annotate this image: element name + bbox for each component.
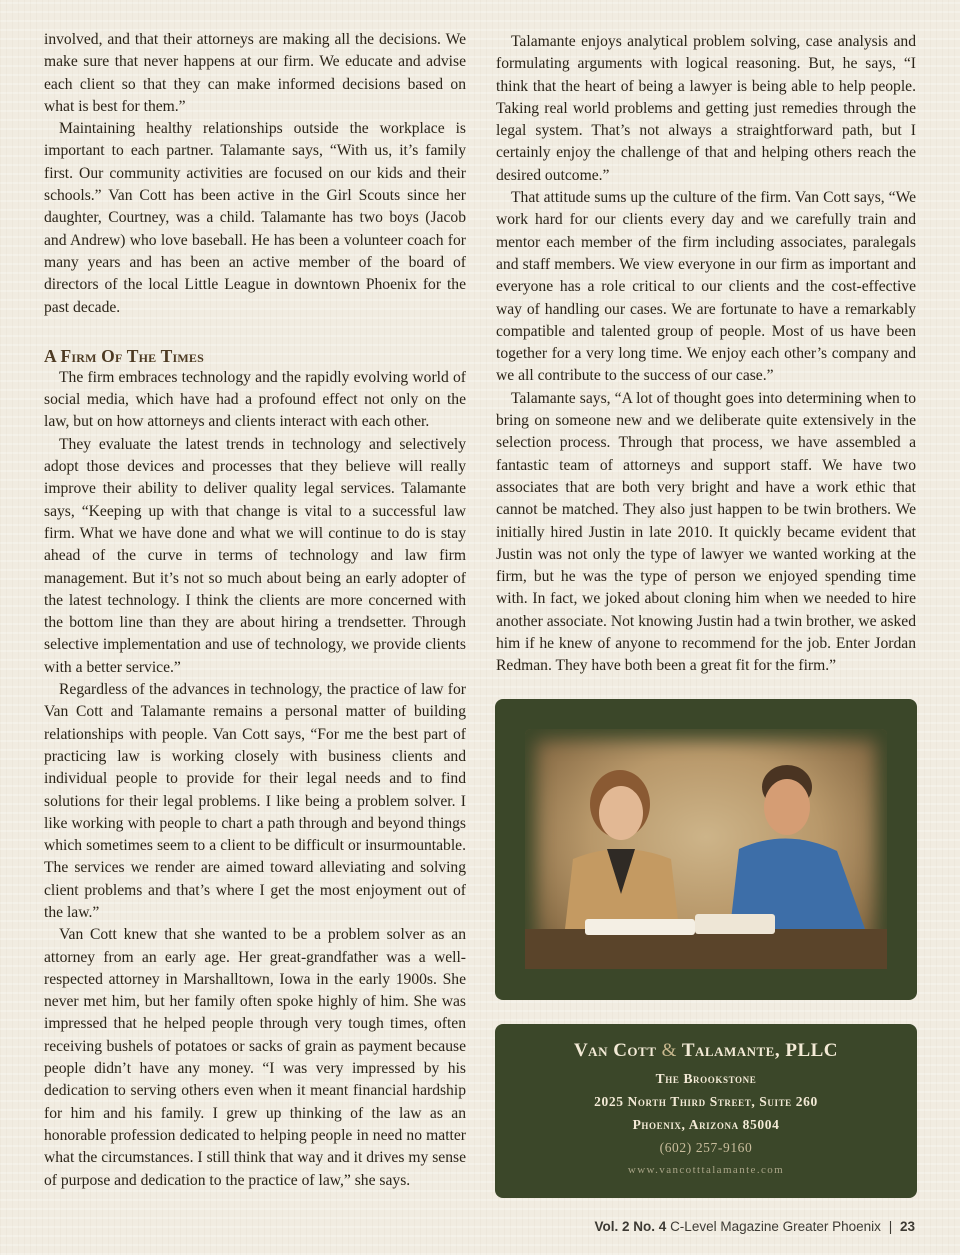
footer-separator: | xyxy=(888,1219,893,1234)
magazine-name: C-Level Magazine Greater Phoenix xyxy=(670,1219,881,1234)
page-number: 23 xyxy=(899,1219,915,1234)
page-footer xyxy=(595,1219,915,1234)
man-face xyxy=(764,779,810,835)
paragraph: Talamante enjoys analytical problem solving, case analysis and formulating arguments with logical reasoning. But, he says, “I think that the heart of being a lawyer is being able to help people. Taking real world problems and getting just remedies through the legal system. That’s not always a straightforward path, but I certainly enjoy the challenge of that and helping others reach the desired outcome.” xyxy=(496,33,916,184)
book xyxy=(585,919,695,935)
phone-number: (602) 257-9160 xyxy=(659,1140,753,1155)
website-link[interactable]: www.vancotttalamante.com xyxy=(627,1164,785,1176)
paragraph: Van Cott knew that she wanted to be a problem solver as an attorney from an early age. Her great-grandfather was a well-respected attorney in Marshalltown, Iowa in the early 1900s. She never met him, but her family often spoke highly of him. She was impressed that he helped people through very tough times, often receiving bushels of potatoes or sacks of grain as payment because people didn’t have any money. “I was very impressed by his dedication to serving others even when it meant financial hardship for him and his family. I grew up thinking of the law as an honorable profession dedicated to helping people in need no matter what the circumstances. I still think that way and it drives my sense of purpose and dedication to the practice of law,” she says. xyxy=(44,926,466,1189)
firm-contact-box xyxy=(495,1024,917,1198)
firm-name xyxy=(495,1040,917,1062)
partners-photo xyxy=(495,699,917,1000)
photo-illustration xyxy=(525,729,887,969)
ampersand: & xyxy=(661,1040,677,1061)
address-line: 2025 North Third Street, Suite 260 xyxy=(594,1094,818,1109)
woman-face xyxy=(599,786,643,840)
paragraph: Regardless of the advances in technology, the practice of law for Van Cott and Talamante remains a personal matter of building relationships with people. Van Cott says, “For me the best part of practicing law is working closely with business clients and individual people to provide for their legal needs and to find solutions for their legal problems. I like being a problem solver. I like working with people to chart a path through and beyond things which sometimes seem to a client to be difficult or insurmountable. The services we render are aimed toward alleviating and solving client problems and that’s where I get the most enjoyment out of the law.” xyxy=(44,681,466,921)
book xyxy=(695,914,775,934)
paragraph: They evaluate the latest trends in technology and selectively adopt those devices and processes that they believe will really improve their ability to deliver quality legal services. Talamante says, “Keeping up with that change is vital to a successful law firm. What we have done and what we will continue to do is stay ahead of the curve in terms of technology and law firm management. But it’s not so much about being an early adopter of the latest technology. I think the clients are more concerned with the bottom line than they are about hiring a trendsetter. Through selective implementation and use of technology, we provide clients with a better service.” xyxy=(44,435,466,676)
left-column xyxy=(44,29,466,1192)
right-column xyxy=(496,31,916,678)
paragraph: Talamante says, “A lot of thought goes into determining when to bring on someone new and we deliberate quite extensively in the selection process. Through that process, we have assembled a fantastic team of attorneys and support staff. We have two associates that are both very bright and have a work ethic that cannot be matched. They also just happen to be twin brothers. We initially hired Justin in late 2010. It quickly became evident that Justin was not only the type of lawyer we wanted working at the firm, but he was the type of person we enjoyed spending time with. In fact, we joked about cloning him when we needed to hire another associate. Not knowing Justin had a twin brother, we asked him if he knew of anyone to recommend for the job. Enter Jordan Redman. They have both been a great fit for the firm.” xyxy=(496,389,916,675)
photo-image xyxy=(525,729,887,969)
paragraph: involved, and that their attorneys are making all the decisions. We make sure that never happens at our firm. We educate and advise each client so that they can make informed decisions based on what is best for them.” xyxy=(44,31,466,115)
firm-name-part: Van Cott xyxy=(573,1040,657,1061)
paragraph: That attitude sums up the culture of the firm. Van Cott says, “We work hard for our clients every day and we carefully train and mentor each member of the firm including associates, paralegals and staff members. We view everyone in our firm as important and everyone has a role critical to our clients and the cost-effective way of handling our cases. We are fortunate to have a remarkably compatible and talented group of people. Most of us have been together for a very long time. We enjoy each other’s company and we all contribute to the success of our case.” xyxy=(496,189,916,385)
firm-name-part: Talamante, PLLC xyxy=(681,1040,839,1061)
desk xyxy=(525,929,887,969)
issue-label: Vol. 2 No. 4 xyxy=(594,1219,667,1234)
address-line: The Brookstone xyxy=(655,1071,757,1086)
paragraph: Maintaining healthy relationships outside the workplace is important to each partner. Talamante says, “With us, it’s family first. Our community activities are focused on our kids and their schools.” Van Cott has been active in the Girl Scouts since her daughter, Courtney, was a child. Talamante has two boys (Jacob and Andrew) who love baseball. He has been a volunteer coach for many years and has been an active member of the board of directors of the local Little League in downtown Phoenix for the past decade. xyxy=(44,120,466,316)
section-heading: A Firm Of The Times xyxy=(44,345,204,366)
address-line: Phoenix, Arizona 85004 xyxy=(632,1117,780,1132)
paragraph: The firm embraces technology and the rapidly evolving world of social media, which have had a profound effect not only on the law, but on how attorneys and clients interact with each other. xyxy=(44,368,466,431)
